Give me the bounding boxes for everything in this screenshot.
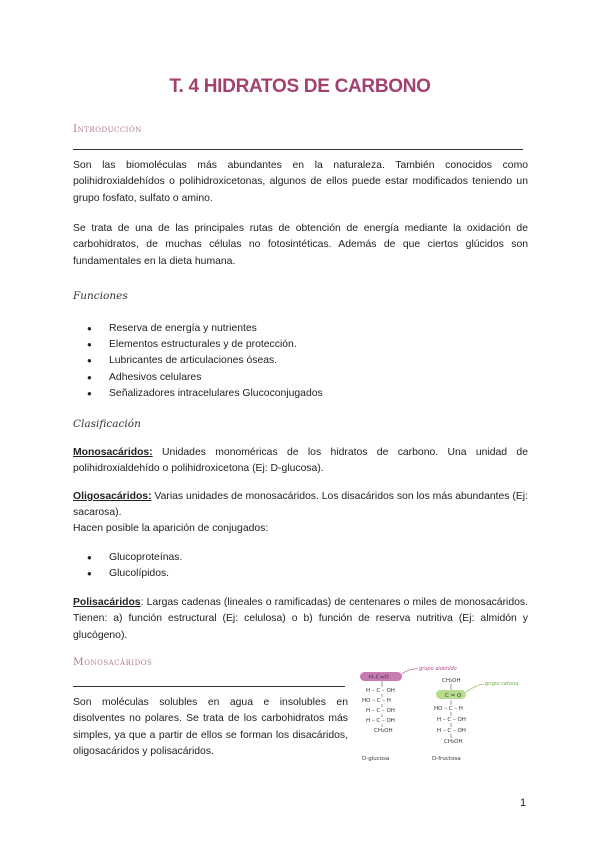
definition-text: : Largas cadenas (lineales o ramificadas) de centenares o miles de monosacáridos. Tienen: a) función estructural (Ej: celulosa) o b) función de reserva nutritiva (Ej: almidón y glucógeno).	[73, 597, 528, 641]
fructose-c4: H – C – OH	[437, 717, 466, 723]
monosacaridos-paragraph: Son moléculas solubles en agua e insolubles en disolventes no polares. Se trata de los carbohidratos más simples, ya que a partir de ellos se forman los disacáridos, oligosacáridos y polisacáridos.	[73, 697, 348, 758]
fructose-c1: CH₂OH	[442, 678, 461, 684]
glucose-c3: HO – C – H	[362, 698, 391, 704]
subheading-clasificacion: Clasificación	[73, 418, 141, 430]
term-polisacaridos: Polisacáridos	[73, 597, 141, 608]
intro-paragraph-2: Se trata de una de las principales rutas de obtención de energía mediante la oxidación de carbohidratos, de muchas células no fotosintéticas. Además de que ciertos glúcidos son fundamentales en la dieta humana.	[73, 223, 528, 267]
fructose-label: D-fructosa	[432, 756, 461, 762]
term-monosacaridos: Monosacáridos:	[73, 447, 153, 458]
definition-text: Unidades monoméricas de los hidratos de carbono. Una unidad de polihidroxialdehído o polihidroxicetona (Ej: D-glucosa).	[73, 447, 528, 475]
glucose-c4: H – C – OH	[366, 708, 395, 714]
page-number: 1	[520, 797, 527, 809]
definition-text: Varias unidades de monosacáridos. Los disacáridos son los más abundantes (Ej: sacarosa).	[73, 491, 528, 519]
ketone-note: grupo cetona	[485, 681, 519, 687]
polisacaridos-definition	[73, 595, 528, 644]
glucose-c1: H–C=O	[369, 674, 389, 681]
aldehyde-arrow	[402, 669, 418, 674]
funciones-list	[73, 321, 323, 402]
section-rule	[73, 149, 523, 150]
section-heading-introduccion: Introducción	[73, 123, 142, 135]
term-oligosacaridos: Oligosacáridos:	[73, 491, 152, 502]
page-title: T. 4 HIDRATOS DE CARBONO	[169, 76, 431, 97]
list-item: ● Glucoproteínas.	[73, 550, 182, 566]
section-rule	[73, 686, 345, 687]
fructose-c3: HO – C – H	[434, 706, 463, 712]
glucose-label: D-glucosa	[362, 756, 390, 762]
list-item: ● Adhesivos celulares	[73, 370, 323, 386]
conjugados-list	[73, 550, 182, 582]
fructose-c5: H – C – OH	[437, 728, 466, 734]
list-item: ● Lubricantes de articulaciones óseas.	[73, 353, 323, 369]
intro-paragraph-1: Son las biomoléculas más abundantes en la naturaleza. También conocidos como polihidroxialdehídos o polihidroxicetonas, algunos de ellos puede estar modificados teniendo un grupo fosfato, sulfato o amino.	[73, 160, 528, 204]
list-item: ● Señalizadores intracelulares Glucoconjugados	[73, 386, 323, 402]
glucose-fructose-structure-figure	[352, 660, 542, 772]
subheading-funciones: Funciones	[73, 290, 128, 302]
ketone-arrow	[466, 684, 484, 692]
glucose-c6: CH₂OH	[374, 728, 393, 734]
aldehyde-note: grupo aldehído	[419, 666, 457, 672]
glucose-c2: H – C – OH	[366, 688, 395, 694]
glucose-c5: H – C – OH	[366, 718, 395, 724]
list-item: ● Elementos estructurales y de protección.	[73, 337, 323, 353]
monosacaridos-definition	[73, 445, 528, 478]
fructose-c6: CH₂OH	[444, 739, 463, 745]
list-item: ● Reserva de energía y nutrientes	[73, 321, 323, 337]
list-item: ● Glucolípidos.	[73, 566, 182, 582]
oligosacaridos-conjugados-line: Hacen posible la aparición de conjugados:	[73, 523, 269, 534]
fructose-c2: C = O	[445, 693, 462, 699]
section-heading-monosacaridos: Monosacáridos	[73, 656, 153, 668]
oligosacaridos-definition	[73, 489, 528, 522]
